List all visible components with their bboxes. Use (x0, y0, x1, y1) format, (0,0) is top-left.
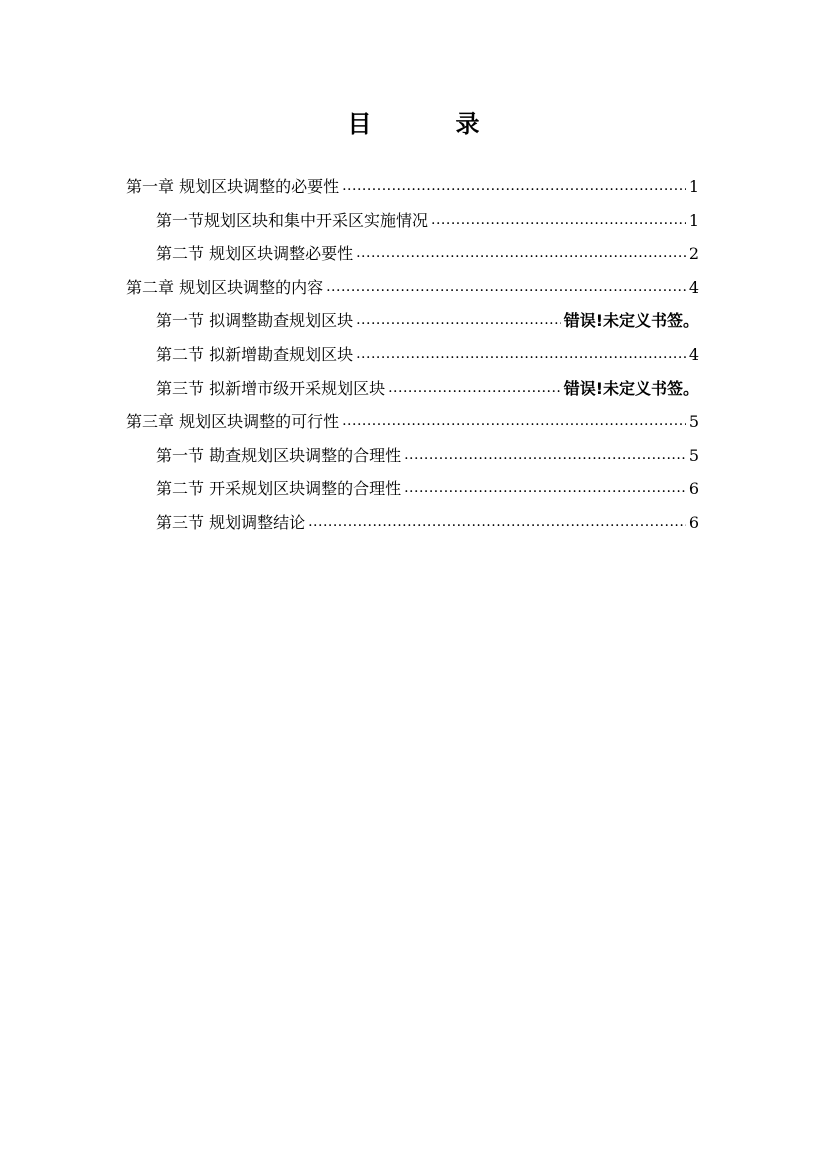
toc-entry-chapter-3-section-1[interactable] (126, 439, 699, 473)
toc-page-number: 1 (688, 177, 699, 196)
toc-dot-leader (308, 506, 686, 540)
toc-page-number: 6 (688, 512, 699, 532)
toc-entry-chapter-2-section-1[interactable] (126, 304, 699, 338)
toc-entry-label: 第一节规划区块和集中开采区实施情况 (156, 210, 429, 230)
toc-entry-chapter-1-section-1[interactable] (126, 204, 699, 238)
toc-entry-label: 第三节 拟新增市级开采规划区块 (156, 378, 386, 398)
toc-entry-label: 第一章 规划区块调整的必要性 (126, 177, 340, 196)
toc-dot-leader (388, 372, 561, 406)
toc-dot-leader (356, 304, 561, 338)
toc-page-number: 2 (688, 244, 699, 264)
toc-entry-chapter-1[interactable] (126, 170, 699, 204)
toc-entry-chapter-3-section-3[interactable] (126, 506, 699, 540)
toc-page-number: 4 (688, 277, 699, 297)
toc-entry-label: 第二节 开采规划区块调整的合理性 (156, 479, 402, 499)
toc-page-number: 5 (688, 412, 699, 432)
page-title: 目 录 (347, 109, 510, 138)
toc-dot-leader (404, 472, 686, 506)
toc-entry-chapter-2-section-3[interactable] (126, 372, 699, 406)
toc-entry-chapter-1-section-2[interactable] (126, 237, 699, 271)
toc-entry-chapter-2[interactable] (126, 271, 699, 305)
toc-bookmark-error: 错误!未定义书签。 (563, 311, 699, 331)
toc-entry-label: 第一节 勘查规划区块调整的合理性 (156, 445, 402, 465)
toc-dot-leader (356, 338, 686, 372)
toc-page-number: 5 (688, 445, 699, 465)
toc-entry-chapter-3[interactable] (126, 405, 699, 439)
toc-page-number: 4 (688, 344, 699, 364)
toc-entry-chapter-3-section-2[interactable] (126, 472, 699, 506)
toc-dot-leader (404, 439, 686, 473)
toc-dot-leader (342, 405, 686, 439)
toc-entry-label: 第一节 拟调整勘查规划区块 (156, 311, 354, 331)
toc-entry-label: 第三节 规划调整结论 (156, 512, 306, 532)
toc-entry-label: 第二节 规划区块调整必要性 (156, 244, 354, 264)
toc-entry-label: 第三章 规划区块调整的可行性 (126, 412, 340, 432)
toc-entry-label: 第二章 规划区块调整的内容 (126, 277, 324, 297)
toc-dot-leader (326, 271, 686, 305)
table-of-contents (126, 170, 699, 540)
toc-page-number: 6 (688, 479, 699, 499)
toc-dot-leader (431, 204, 686, 238)
toc-dot-leader (356, 237, 686, 271)
toc-dot-leader (342, 170, 686, 204)
toc-entry-label: 第二节 拟新增勘查规划区块 (156, 344, 354, 364)
toc-page-number: 1 (688, 210, 699, 230)
toc-entry-chapter-2-section-2[interactable] (126, 338, 699, 372)
toc-bookmark-error: 错误!未定义书签。 (563, 378, 699, 398)
